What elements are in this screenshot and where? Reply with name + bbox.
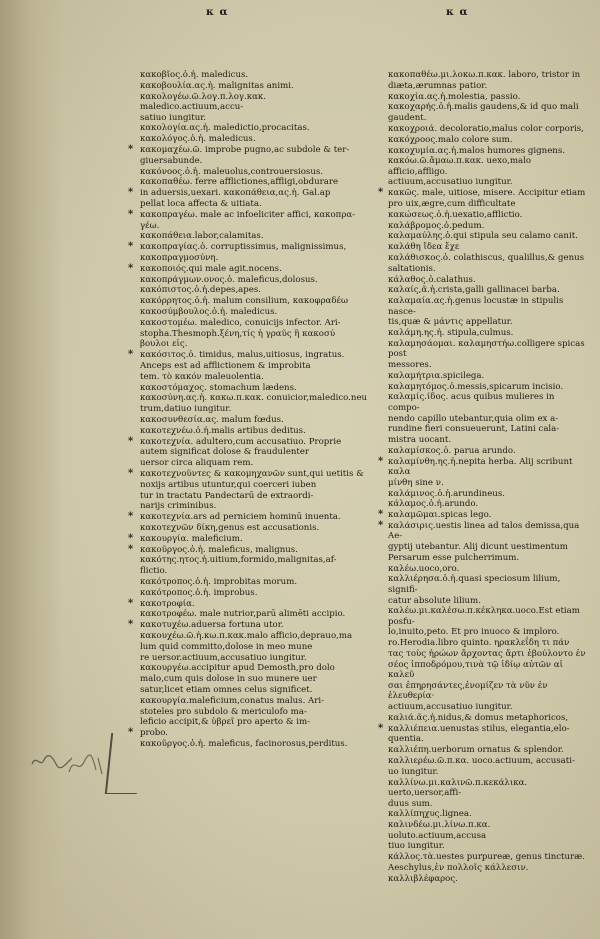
left-entry — [140, 491, 368, 501]
left-entry — [140, 70, 368, 80]
left-entry — [140, 318, 368, 328]
right-entry-text: κακοχία.ας.ἡ.molestia, passio. — [388, 91, 521, 102]
right-entry — [388, 242, 586, 252]
left-entry — [140, 253, 368, 263]
left-entry-text: κακουργέω.accipitur apud Demosth,pro dolo — [140, 663, 335, 674]
right-entry — [388, 253, 586, 263]
left-entry — [140, 555, 368, 565]
right-entry — [388, 734, 586, 744]
asterisk-marker-icon: * — [128, 208, 134, 220]
right-entry — [388, 809, 586, 819]
left-entry — [140, 426, 368, 436]
left-entry — [140, 231, 368, 241]
left-entry-text: κακοῦργος.ὁ.ἡ. maleficus, malignus. — [140, 544, 298, 555]
left-entry-text: κακότροπος.ὁ.ἡ. improbitas morum. — [140, 576, 298, 587]
right-entry-text: καλαμίς.ίδος. acus quibus mulieres in compo- — [388, 392, 555, 413]
asterisk-marker-icon: * — [378, 187, 384, 199]
left-entry-text: satiuo iungitur. — [140, 112, 207, 123]
asterisk-marker-icon: * — [128, 543, 134, 555]
left-entry-text: κακοσύνη.ας.ἡ. κακω.π.κακ. conuicior,maledico.neu — [140, 393, 368, 404]
left-entry — [140, 361, 368, 371]
left-entry — [128, 187, 368, 199]
left-entry — [140, 663, 368, 673]
right-entry-text: gyptij utebantur. Alij dicunt uestimentum — [388, 542, 568, 553]
right-entry-text: καλάθη ἴδεα ἔχε — [388, 242, 460, 253]
right-entry — [388, 81, 586, 91]
left-entry — [140, 696, 368, 706]
right-entry-text: κακοχαρής.ὁ.ἡ.malis gaudens,& id quo mali — [388, 102, 579, 113]
right-entry — [388, 92, 586, 102]
left-entry — [140, 307, 368, 317]
right-entry — [388, 745, 586, 755]
right-entry-text: κακοπαθέω.μι.λοκω.π.κακ. laboro, tristor in — [388, 70, 581, 80]
left-entry — [140, 523, 368, 533]
left-entry — [140, 404, 368, 414]
right-entry — [388, 264, 586, 274]
left-entry — [140, 717, 368, 727]
asterisk-marker-icon: * — [128, 144, 134, 156]
left-entry — [140, 447, 368, 457]
right-entry — [388, 146, 586, 156]
left-entry-text: κακοπραγίας.ὁ. corruptissimus, malignissimus, — [140, 242, 347, 253]
right-entry — [378, 187, 586, 199]
right-entry — [378, 509, 586, 521]
right-entry-text: καλλιερέω.ῶ.π.κα. uoco.actiuum, accusati- — [388, 756, 575, 766]
left-entry — [140, 113, 368, 123]
right-entry-text: κακόω.ῶ.ἄμαω.π.κακ. uexo,malo afficio,affligo. — [388, 156, 532, 177]
right-entry — [388, 863, 586, 873]
right-entry — [388, 435, 586, 445]
left-entry — [128, 597, 368, 609]
left-entry-text: κακολογία.ας.ἡ. maledictio,procacitas. — [140, 123, 310, 134]
right-entry-text: καλλιέρησα.ὁ.ἡ.quasi speciosum lilium, signifi- — [388, 574, 561, 595]
asterisk-marker-icon: * — [128, 435, 134, 447]
right-entry-text: καλλιέπη.uerborum ornatus & splendor. — [388, 745, 564, 756]
asterisk-marker-icon: * — [128, 727, 134, 739]
right-entry-text: καλαμητόμος.ὁ.messis,spicarum incisio. — [388, 381, 564, 392]
left-entry — [128, 144, 368, 156]
right-entry — [388, 210, 586, 220]
left-entry — [140, 577, 368, 587]
left-entry — [140, 339, 368, 349]
left-entry — [140, 566, 368, 576]
right-entry-text: κάλαμος.ὁ.ἡ.arundo. — [388, 499, 479, 510]
left-entry-text: γέω. — [140, 220, 160, 231]
left-entry — [140, 685, 368, 695]
right-entry — [388, 874, 586, 884]
right-entry — [388, 713, 586, 723]
left-entry — [140, 707, 368, 717]
running-head-right: κ α — [446, 6, 469, 18]
asterisk-marker-icon: * — [128, 597, 134, 609]
left-entry-text: stopha.Thesmoph.ξένη,τίς ἡ γραῦς ἣ κακοσύ — [140, 328, 336, 339]
asterisk-marker-icon: * — [378, 722, 384, 734]
left-entry — [128, 532, 368, 544]
left-entry-text: lum quid committo,dolose in meo mune — [140, 641, 313, 652]
right-entry-text: καλλιβλέφαρος. — [388, 873, 458, 884]
right-entry-text: καλαμησάομαι. καλαμηστήω.colligere spicas post — [388, 338, 585, 360]
left-column — [128, 70, 368, 750]
left-entry-text: leficio accipit,& ὑβρεῖ pro aperto & im- — [140, 717, 311, 728]
right-entry — [388, 275, 586, 285]
asterisk-marker-icon: * — [128, 349, 134, 361]
right-entry — [388, 231, 586, 241]
left-entry-text: κακουχέω.ῶ.ἡ.κω.π.κακ.malo afficio,deprauo,ma — [140, 630, 353, 641]
left-entry — [128, 543, 368, 555]
right-entry — [378, 519, 586, 542]
right-entry-text: lo,inuito,peto. Et pro inuoco & imploro. — [388, 627, 560, 638]
right-entry-text: καλάμη.ης.ἡ. stipula,culmus. — [388, 328, 514, 339]
right-entry — [388, 606, 586, 627]
right-entry — [388, 767, 586, 777]
left-entry — [128, 349, 368, 361]
left-entry — [128, 467, 368, 479]
right-entry-text: nendo capillo utebantur,quia olim ex a- — [388, 413, 559, 424]
left-entry-text: stoteles pro subdolo & mericulofo ma- — [140, 706, 307, 717]
right-entry-text: pro uix,ægre,cum difficultate — [388, 199, 516, 210]
right-entry — [388, 681, 586, 702]
left-entry — [140, 134, 368, 144]
right-entry-text: καλιά.ᾶς.ἡ.nidus,& domus metaphoricos, — [388, 712, 569, 723]
right-entry-text: Persarum esse pulcherrimum. — [388, 552, 520, 563]
left-entry-text: κακοτροφία. — [140, 598, 195, 609]
left-entry-text: tem. τὸ κακόν maleuolentia. — [140, 371, 264, 382]
right-entry-text: duus sum. — [388, 798, 433, 809]
right-entry — [388, 446, 586, 456]
left-entry-text: malo,cum quis dolose in suo munere uer — [140, 674, 317, 685]
right-entry-text: καλάσιρις.uestis linea ad talos demissa,qua Ae- — [388, 520, 580, 542]
left-entry — [140, 275, 368, 285]
left-entry — [140, 739, 368, 749]
left-entry — [128, 727, 368, 739]
right-entry-text: καλαμῶμαι.spicas lego. — [388, 510, 492, 521]
left-entry — [128, 511, 368, 523]
left-entry-text: κακομαχέω.ῶ. improbe pugno,ac subdole & ter- — [140, 145, 350, 156]
right-entry — [388, 499, 586, 509]
left-entry-text: uersor circa aliquam rem. — [140, 458, 254, 469]
right-entry — [388, 649, 586, 659]
right-entry-text: κακόχροος.malo colore sum. — [388, 134, 513, 145]
asterisk-marker-icon: * — [128, 241, 134, 253]
right-entry — [388, 574, 586, 595]
left-entry-text: κακολογέω.ῶ.λογ.π.λογ.κακ. maledico.actiuum,accu- — [140, 91, 267, 112]
right-entry-text: κακοχροιά. decoloratio,malus color corporis, — [388, 123, 584, 134]
left-entry — [128, 619, 368, 631]
right-entry — [388, 382, 586, 392]
right-entry-text: κακῶς. male, uitiose, misere. Accipitur etiam — [388, 188, 586, 199]
right-entry — [388, 328, 586, 338]
asterisk-marker-icon: * — [128, 511, 134, 523]
right-entry — [388, 627, 586, 637]
right-entry — [388, 296, 586, 317]
right-entry-text: actiuum,accusatiuo iungitur. — [388, 702, 513, 713]
asterisk-marker-icon: * — [128, 467, 134, 479]
left-entry-text: Anceps est ad afflictionem & improbita — [140, 361, 311, 372]
left-entry — [140, 372, 368, 382]
left-entry — [140, 458, 368, 468]
left-entry-text: κακόρρητος.ὁ.ἡ. malum consilium, κακοφραδέω — [140, 296, 348, 307]
right-entry — [388, 392, 586, 413]
asterisk-marker-icon: * — [128, 187, 134, 199]
right-column — [378, 70, 586, 885]
left-entry-text: κακοσύμβουλος.ὁ.ἡ. maledicus. — [140, 307, 278, 318]
right-entry — [388, 841, 586, 851]
left-entry-text: κακουργία. maleficium. — [140, 533, 243, 544]
right-entry-text: κάλλος.τὰ.uestes purpureæ, genus tincturæ. — [388, 852, 585, 863]
left-entry-text: κακολόγος.ὁ.ἡ. maledicus. — [140, 134, 256, 145]
left-entry — [140, 221, 368, 231]
left-entry — [128, 435, 368, 447]
left-entry-text: tur in tractatu Pandectarū de extraordi- — [140, 490, 314, 501]
left-entry — [140, 81, 368, 91]
left-entry-text: κακοποιός.qui male agit.nocens. — [140, 263, 282, 274]
right-entry-text: καλλίπηχυς.lignea. — [388, 809, 472, 820]
right-entry — [378, 455, 586, 478]
left-entry-text: κακοτεχνέω.ὁ.ἡ.malis artibus deditus. — [140, 425, 306, 436]
left-entry — [128, 208, 368, 220]
right-entry-text: catur absolute lilium. — [388, 595, 481, 606]
right-entry — [388, 317, 586, 327]
right-entry-text: rundine fieri consueuerunt, Latini cala- — [388, 424, 560, 435]
right-entry-text: actiuum,accusatiuo iungitur. — [388, 177, 513, 188]
left-entry-text: κακοτεχνία. adultero,cum accusatiuo. Proprie — [140, 436, 342, 447]
right-entry — [388, 135, 586, 145]
left-entry — [140, 480, 368, 490]
right-entry-text: καλάθισκος.ὁ. colathiscus, qualillus,& genus — [388, 253, 585, 264]
left-entry-text: flictio. — [140, 566, 168, 577]
right-entry-text: σέος ἱπποδρόμου,τινὰ τῷ ἰδίῳ αὐτῶν αἱ καλεῦ — [388, 659, 563, 681]
left-entry — [140, 285, 368, 295]
right-entry-text: καλαμήτρια.spicilega. — [388, 370, 485, 381]
right-entry-text: καλαίς,ᾶ.ἡ.crista,galli gallinacei barba. — [388, 285, 560, 296]
right-entry-text: saltationis. — [388, 263, 436, 274]
right-entry — [388, 70, 586, 80]
left-entry-text: κακοπαθέω. ferre afflictiones,affligi,obdurare — [140, 177, 339, 188]
left-entry-text: probo. — [140, 728, 169, 739]
right-entry — [388, 702, 586, 712]
right-entry — [388, 489, 586, 499]
left-entry-text: κακουργία.maleficium,conatus malus. Ari- — [140, 695, 325, 706]
left-entry-text: κακοστόμαχος. stomachum lædens. — [140, 382, 297, 393]
left-entry-text: κακοβουλία.ας.ἡ. malignitas animi. — [140, 80, 294, 91]
right-entry — [388, 756, 586, 766]
right-entry-text: mistra uocant. — [388, 435, 452, 446]
left-entry-text: satur,licet etiam omnes celus significet. — [140, 684, 313, 695]
right-entry — [388, 478, 586, 488]
right-entry — [388, 371, 586, 381]
right-entry-text: quentia. — [388, 734, 424, 745]
left-entry-text: κακότης.ητος.ἡ.uitium,formido,malignitas,af- — [140, 555, 337, 566]
right-entry — [388, 564, 586, 574]
asterisk-marker-icon: * — [378, 509, 384, 521]
right-entry-text: καλαμαία.ας.ἡ.genus locustæ in stipulis nasce- — [388, 296, 564, 317]
left-entry-text: in aduersis,uexari. κακοπάθεια,ας.ἡ. Gal.ap — [140, 188, 331, 199]
left-entry-text: κακοπραγμοσύνη. — [140, 253, 219, 264]
asterisk-marker-icon: * — [378, 455, 384, 467]
left-entry — [128, 241, 368, 253]
left-entry-text: κακοτροφέω. male nutrior,parū alimēti accipio. — [140, 609, 346, 620]
right-entry-text: uo iungitur. — [388, 766, 439, 777]
left-entry — [128, 262, 368, 274]
right-entry-text: καλαμίσκος.ὁ. parua arundo. — [388, 445, 516, 456]
left-entry-text: autem significat dolose & fraudulenter — [140, 447, 310, 458]
right-entry — [378, 722, 586, 734]
right-entry-text: καλέω.uoco,oro. — [388, 563, 460, 574]
right-entry-text: κακώσεως.ὁ.ἡ.uexatio,afflictio. — [388, 209, 523, 220]
left-entry — [140, 631, 368, 641]
left-entry-text: pellat loca affecta & uitiata. — [140, 199, 262, 210]
left-entry-text: κακόπιστος.ὁ.ἡ.depes,apes. — [140, 285, 262, 296]
right-entry — [388, 199, 586, 209]
right-entry — [388, 638, 586, 648]
right-entry-text: gaudent. — [388, 113, 427, 124]
left-entry — [140, 92, 368, 113]
right-entry-text: καλάμινος.ὁ.ἡ.arundineus. — [388, 488, 505, 499]
running-head-left: κ α — [206, 6, 229, 18]
left-entry — [140, 393, 368, 403]
right-entry — [388, 285, 586, 295]
right-entry — [388, 221, 586, 231]
right-entry-text: Aeschylus,ἐν πολλοῖς κάλλεσιν. — [388, 862, 529, 873]
left-entry — [140, 199, 368, 209]
right-entry — [388, 124, 586, 134]
right-entry-text: messores. — [388, 360, 432, 371]
left-entry-text: κακοσυνθεσία.ας. malum fœdus. — [140, 415, 284, 425]
left-entry — [140, 156, 368, 166]
right-entry-text: καλαμίνθη.ης.ἡ.nepita herba. Alij scribunt καλα — [388, 456, 573, 477]
asterisk-marker-icon: * — [128, 532, 134, 544]
right-entry — [388, 820, 586, 841]
left-entry-text: κακοτεχνῶν δίκη,genus est accusationis. — [140, 522, 320, 533]
right-entry-text: καλέω.μι.καλέσω.π.κέκληκα.uoco.Est etiam posfu- — [388, 606, 580, 627]
left-entry — [140, 415, 368, 425]
left-entry — [140, 167, 368, 177]
left-entry-text: κακοπραγέω. male ac infoeliciter affici, κακοπρα- — [140, 209, 356, 220]
left-entry-text: κακοτεχνία.ars ad perniciem hominū inuenta. — [140, 512, 341, 523]
right-entry-text: tis,quæ & μάντις appellatur. — [388, 317, 513, 328]
right-entry-text: ro.Herodia.libro quinto. ηρακλεΐδη τι πάν — [388, 638, 570, 649]
right-entry — [388, 660, 586, 681]
asterisk-marker-icon: * — [128, 262, 134, 274]
right-entry — [388, 177, 586, 187]
right-entry-text: σαι ἐπηρησάντες,ἐνομίζεν τὰ νῦν ἐν ἐλευθερία· — [388, 680, 548, 702]
left-entry-text: βουλοι εἰς. — [140, 339, 188, 350]
right-entry-text: καλλιέπεια.uenustas stilus, elegantia,elo- — [388, 723, 570, 734]
left-entry — [140, 177, 368, 187]
right-entry-text: καλάβρομος.ὁ.pedum. — [388, 220, 485, 231]
left-entry-text: noxijs artibus utuntur,qui coerceri iuben — [140, 479, 317, 490]
right-entry — [388, 414, 586, 424]
left-entry — [140, 642, 368, 652]
left-entry — [140, 123, 368, 133]
right-entry — [388, 360, 586, 370]
left-entry-text: κακοπράγμων.ονος.ὁ. maleficus,dolosus. — [140, 274, 318, 285]
right-entry-text: τας τοὺς ἡρώων ἄρχοντας ἄρτι ἐβούλοντο ἐν — [388, 649, 586, 660]
left-entry-text: κακοτεχνοῦντες & κακομηχανῶν sunt,qui uetitis & — [140, 468, 364, 479]
right-entry-text: κάλαθος.ὁ.calathus. — [388, 274, 476, 285]
right-entry — [388, 553, 586, 563]
left-entry-text: narijs criminibus. — [140, 501, 217, 512]
left-entry-text: κακόσιτος.ὁ. timidus, malus,uitiosus, ingratus. — [140, 350, 345, 361]
right-entry — [388, 339, 586, 360]
binding-gutter — [0, 0, 62, 939]
left-entry-text: κακοτυχέω.aduersa fortuna utor. — [140, 620, 284, 631]
right-entry — [388, 778, 586, 799]
right-entry-text: tiuo iungitur. — [388, 841, 445, 852]
right-entry-text: καλινδέω.μι.λίνω.π.κα. uoluto.actiuum,accusa — [388, 820, 491, 841]
right-entry-text: μίνθη sine ν. — [388, 477, 444, 488]
right-entry-text: κακοχυμία.ας.ἡ.malos humores gignens. — [388, 145, 565, 156]
handwritten-bracket-mark — [105, 733, 143, 794]
left-entry — [140, 588, 368, 598]
left-entry-text: κακοῦργος.ὁ.ἡ. maleficus, facinorosus,perditus. — [140, 738, 348, 749]
left-entry — [140, 609, 368, 619]
left-entry — [140, 329, 368, 339]
left-entry-text: κακόνοος.ὁ.ἡ. maleuolus,controuersiosus. — [140, 166, 323, 177]
right-entry — [388, 156, 586, 177]
left-entry — [140, 383, 368, 393]
handwritten-annotation-icon — [66, 752, 106, 778]
right-entry — [388, 799, 586, 809]
left-entry-text: re uersor.actiuum,accusatiuo iungitur. — [140, 652, 307, 663]
left-entry — [140, 674, 368, 684]
right-entry-text: καλλίνω.μι.καλινῶ.π.κεκάλικα. uerto,uersor,affi- — [388, 777, 528, 798]
left-entry-text: κακοστομέω. maledico, conuicijs infector. Ari- — [140, 317, 341, 328]
right-entry — [388, 852, 586, 862]
right-entry — [388, 113, 586, 123]
right-entry — [388, 102, 586, 112]
asterisk-marker-icon: * — [378, 519, 384, 531]
left-entry-text: κακοβῖος.ὁ.ἡ. maledicus. — [140, 70, 249, 80]
asterisk-marker-icon: * — [128, 619, 134, 631]
right-entry — [388, 596, 586, 606]
left-entry-text: trum,datiuo iungitur. — [140, 404, 232, 415]
left-entry-text: giuersabunde. — [140, 155, 203, 166]
left-entry-text: κακότροπος.ὁ.ἡ. improbus. — [140, 587, 258, 598]
left-entry-text: κακοπάθεια.labor,calamitas. — [140, 231, 264, 242]
left-entry — [140, 501, 368, 511]
right-entry-text: diæta,ærumnas patior. — [388, 80, 488, 91]
right-entry — [388, 424, 586, 434]
right-entry-text: καλαμαύλης.ὁ.qui stipula seu calamo canit. — [388, 231, 578, 242]
left-entry — [140, 296, 368, 306]
right-entry — [388, 542, 586, 552]
left-entry — [140, 653, 368, 663]
